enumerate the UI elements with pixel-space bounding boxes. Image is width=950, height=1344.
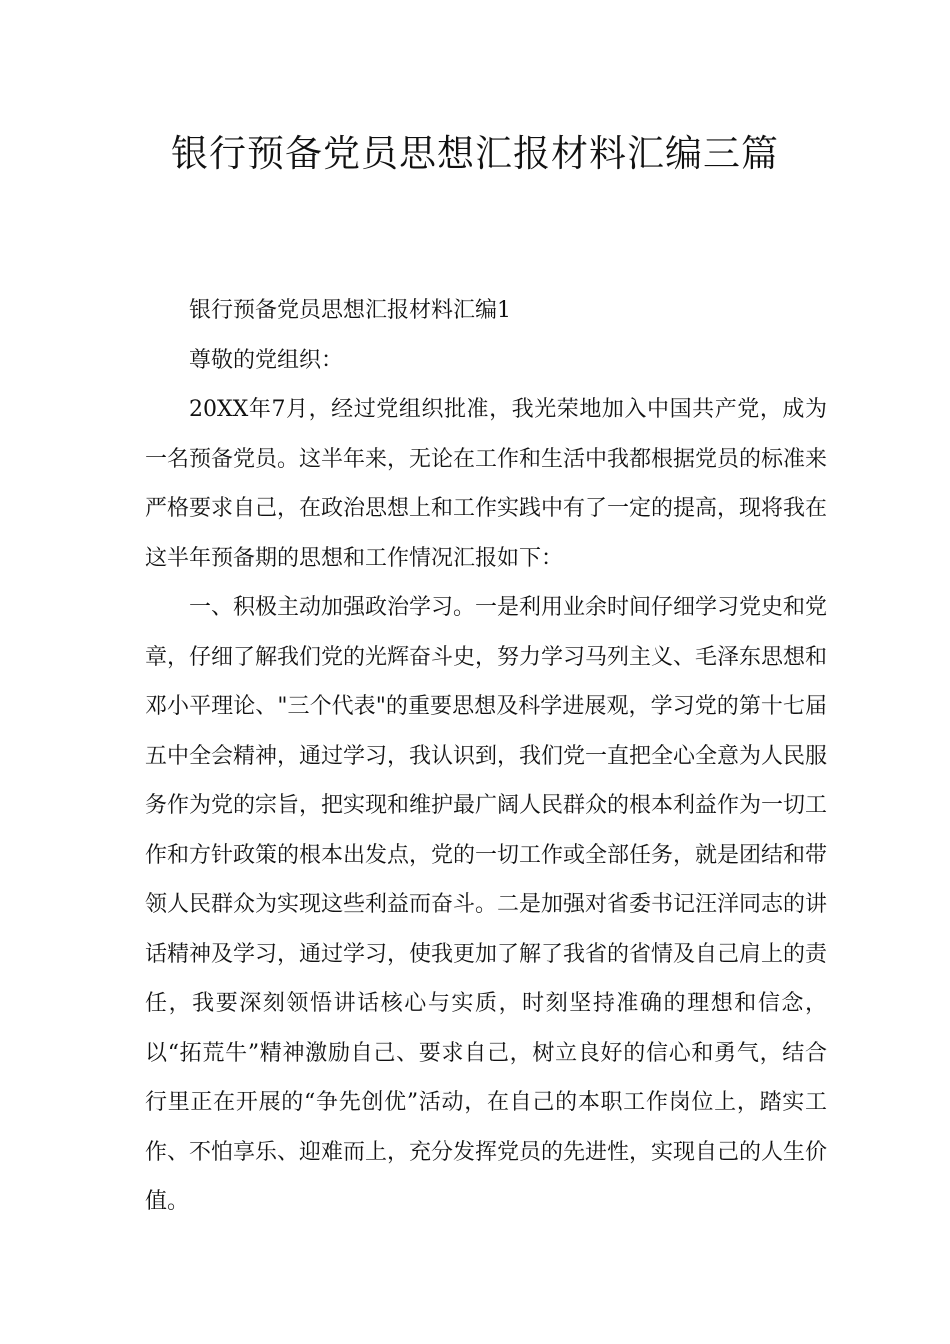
paragraph-political-study: 一、积极主动加强政治学习。一是利用业余时间仔细学习党史和党章，仔细了解我们党的光辉奋斗史，努力学习马列主义、毛泽东思想和邓小平理论、"三个代表"的重要思想及科学进展观，学习党的第十七届五中全会精神，通过学习，我认识到，我们党一直把全心全意为人民服务作为党的宗旨，把实现和维护最广阔人民群众的根本利益作为一切工作和方针政策的根本出发点，党的一切工作或全部任务，就是团结和带领人民群众为实现这些利益而奋斗。二是加强对省委书记汪洋同志的讲话精神及学习，通过学习，使我更加了解了我省的省情及自己肩上的责任，我要深刻领悟讲话核心与实质，时刻坚持准确的理想和信念，以“拓荒牛”精神激励自己、要求自己，树立良好的信心和勇气，结合行里正在开展的“争先创优”活动，在自己的本职工作岗位上，踏实工作、不怕享乐、迎难而上，充分发挥党员的先进性，实现自己的人生价值。 [145, 595, 828, 1214]
section-heading: 银行预备党员思想汇报材料汇编1 [189, 298, 511, 323]
document-body [145, 286, 827, 1227]
paragraph-intro: 20XX年7月，经过党组织批准，我光荣地加入中国共产党，成为一名预备党员。这半年来，无论在工作和生活中我都根据党员的标准来严格要求自己，在政治思想上和工作实践中有了一定的提高，现将我在这半年预备期的思想和工作情况汇报如下： [145, 397, 828, 571]
salutation: 尊敬的党组织： [189, 347, 344, 373]
document-title: 银行预备党员思想汇报材料汇编三篇 [171, 132, 779, 175]
